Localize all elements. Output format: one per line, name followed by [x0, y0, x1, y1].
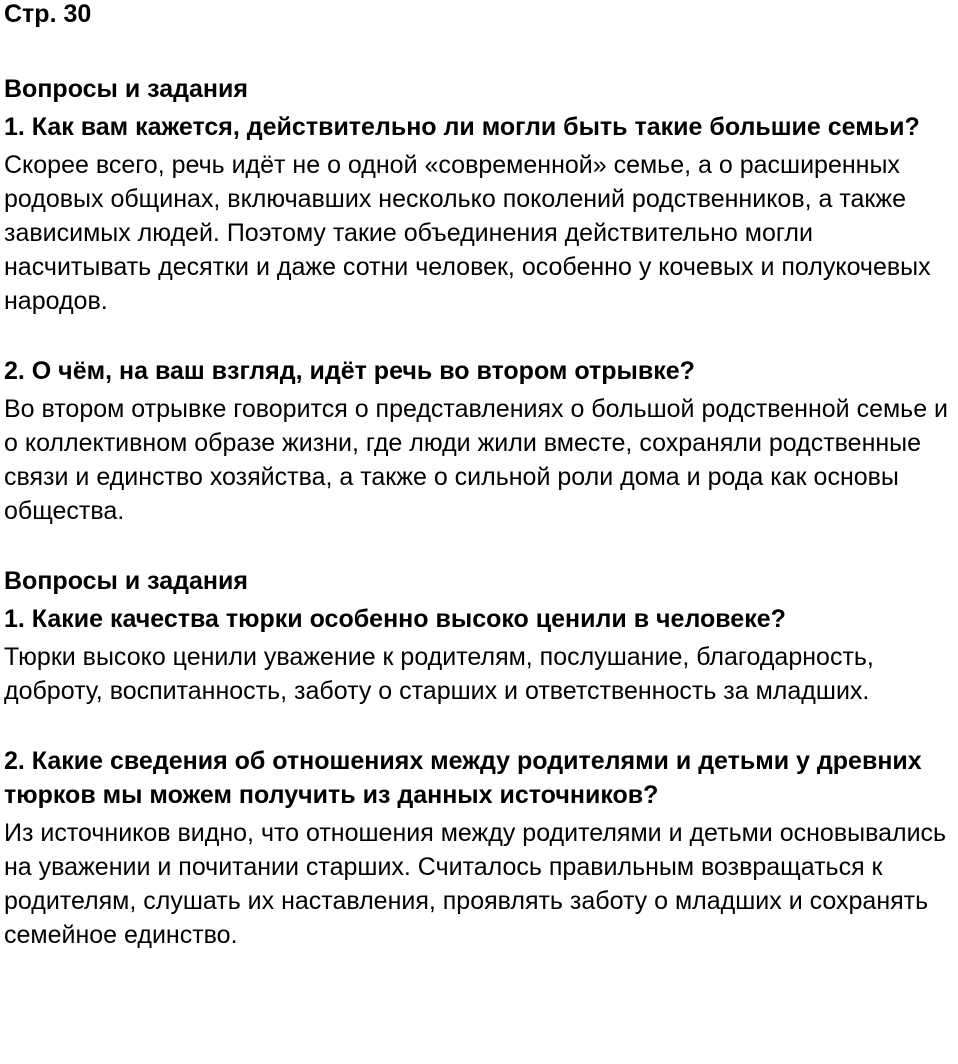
qa-item: [4, 744, 952, 952]
spacer: [4, 318, 952, 354]
spacer: [4, 28, 952, 72]
question-text: 2. Какие сведения об отношениях между родителями и детьми у древних тюрков мы можем получить из данных источников?: [4, 747, 922, 809]
questions-section-2: [4, 564, 952, 952]
answer-text: Скорее всего, речь идёт не о одной «современной» семье, а о расширенных родовых общинах, включавших несколько поколений родственников, а также зависимых людей. Поэтому такие объединения действительно могли насчитывать десятки и даже сотни человек, особенно у кочевых и полукочевых народов.: [4, 151, 931, 315]
qa-item: [4, 354, 952, 528]
question-text: 1. Как вам кажется, действительно ли могли быть такие большие семьи?: [4, 113, 920, 141]
page-number-title: Стр. 30: [4, 0, 92, 28]
spacer: [4, 708, 952, 744]
question-text: 2. О чём, на ваш взгляд, идёт речь во втором отрывке?: [4, 357, 695, 385]
answer-text: Во втором отрывке говорится о представлениях о большой родственной семье и о коллективном образе жизни, где люди жили вместе, сохраняли родственные связи и единство хозяйства, а также о сильной роли дома и рода как основы общества.: [4, 395, 949, 525]
questions-section-1: [4, 72, 952, 528]
section-heading: Вопросы и задания: [4, 75, 248, 103]
section-heading: Вопросы и задания: [4, 567, 248, 595]
qa-item: [4, 110, 952, 318]
question-text: 1. Какие качества тюрки особенно высоко ценили в человеке?: [4, 605, 786, 633]
answer-text: Из источников видно, что отношения между родителями и детьми основывались на уважении и почитании старших. Считалось правильным возвращаться к родителям, слушать их наставления, проявлять заботу о младших и сохранять семейное единство.: [4, 819, 947, 949]
answer-text: Тюрки высоко ценили уважение к родителям, послушание, благодарность, доброту, воспитанность, заботу о старших и ответственность за младших.: [4, 643, 874, 705]
spacer: [4, 528, 952, 564]
qa-item: [4, 602, 952, 708]
